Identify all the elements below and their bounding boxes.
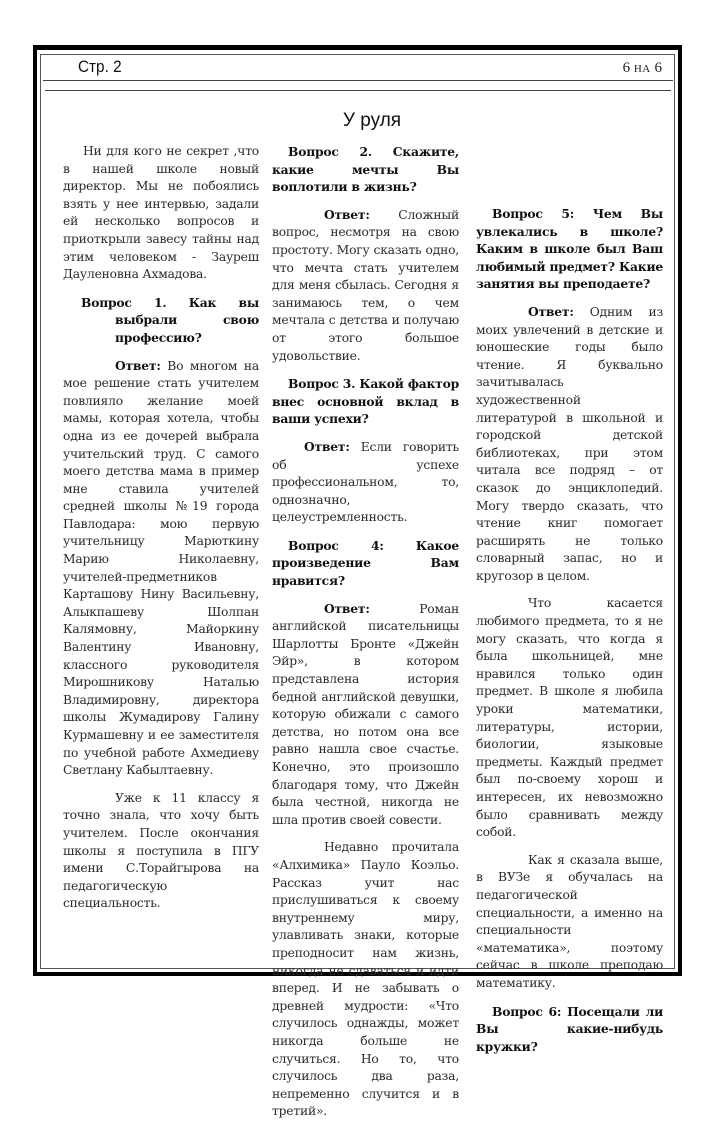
answer-3-text: Если говорить об успехе профессиональном, то, однозначно, целеустремленность.	[272, 439, 459, 525]
answer-4-continued: Недавно прочитала «Алхимика» Пауло Коэльо. Рассказ учит нас прислушиваться к своему внутреннему миру, улавливать знаки, которые преподносит нам жизнь, никогда не сдаваться и идти вперед. И не забывать о древней мудрости: «Что случилось однажды, может никогда больше не случиться. Но то, что случилось два раза, непременно случится и в третий».	[272, 840, 459, 1119]
question-5: Вопрос 5: Чем Вы увлекались в школе? Каким в школе был Ваш любимый предмет? Какие занятия вы преподаете?	[476, 206, 663, 292]
question-4: Вопрос 4: Какое произведение Вам нравится?	[272, 537, 459, 589]
answer-5	[476, 303, 663, 586]
answer-2	[272, 206, 459, 365]
answer-4-text: Роман английской писательницы Шарлотты Бронте «Джейн Эйр», в котором представлена история бедной английской девушки, которую обижали с самого детства, но потом она все равно нашла свое счастье. Конечно, это произошло благодаря тому, что Джейн была честной, никогда не шла против своей совести.	[272, 601, 459, 827]
issue-label	[623, 60, 662, 77]
answer-label: Ответ:	[304, 438, 350, 454]
issue-number: 6	[622, 60, 631, 76]
column-1	[63, 143, 259, 923]
answer-label: Ответ:	[115, 357, 161, 373]
question-6: Вопрос 6: Посещали ли Вы какие-нибудь кружки?	[476, 1003, 663, 1054]
answer-label: Ответ:	[324, 206, 370, 222]
answer-label: Ответ:	[324, 600, 370, 616]
question-3: Вопрос 3. Какой фактор внес основной вклад в ваши успехи?	[272, 376, 459, 427]
issue-separator: НА	[633, 63, 651, 75]
column-2	[272, 143, 459, 1121]
answer-3	[272, 438, 459, 527]
column-3	[476, 143, 663, 1065]
header-rule-bottom	[45, 90, 671, 91]
issue-total: 6	[654, 60, 662, 76]
answer-4	[272, 600, 459, 830]
answer-5-final: Как я сказала выше, в ВУЗе я обучалась на педагогической специальности, а именно на специальности «математика», поэтому сейчас в школе преподаю математику.	[476, 852, 663, 990]
answer-2-text: Сложный вопрос, несмотря на свою простоту. Могу сказать одно, что мечта стать учителем для меня сбылась. Сегодня я занимаюсь тем, о чем мечтала с детства и получаю от этого большое удовольствие.	[272, 207, 459, 363]
answer-1	[63, 357, 259, 780]
header-rule-top	[43, 80, 673, 81]
answer-label: Ответ:	[528, 303, 574, 319]
answer-5-text: Одним из моих увлечений в детские и юношеские годы было чтение. Я буквально зачитывалась художественной литературой в школьной и городской детской библиотеках, при этом читала все подряд – от сказок до энциклопедий. Могу твердо сказать, что чтение книг помогает расширять не только словарный запас, но и кругозор в целом.	[476, 304, 663, 583]
question-1: Вопрос 1. Как вы выбрали свою профессию?	[81, 294, 259, 345]
answer-1-text: Во многом на мое решение стать учителем повлияло желание моей мамы, которая хотела, чтобы одна из ее дочерей выбрала учительский труд. С самого моего детства мама в пример мне ставила учителей средней школы №19 города Павлодара: мою первую учительницу Марюткину Марию Николаевну, учителей-предметников Карташову Нину Васильевну, Алыкпашеву Шолпан Калямовну, Майоркину Валентину Ивановну, классного руководителя Мирошникову Наталью Владимировну, директора школы Жумадирову Галину Курмашевну и ее заместителя по учебной работе Ахмедиеву Светлану Кабылтаевну.	[63, 358, 259, 778]
answer-1-continued: Уже к 11 классу я точно знала, что хочу быть учителем. После окончания школы я поступила в ПГУ имени С.Торайгырова на педагогическую специальность.	[63, 790, 259, 911]
intro-paragraph: Ни для кого не секрет ,что в нашей школе новый директор. Мы не побоялись взять у нее интервью, задали ей несколько вопросов и приоткрыли завесу тайны над этим человеком - Зауреш Дауленовна Ахмадова.	[63, 144, 259, 282]
answer-5-continued: Что касается любимого предмета, то я не могу сказать, что когда я была школьницей, мне нравился только один предмет. В школе я любила уроки математики, литературы, истории, биологии, языковые предметы. Каждый предмет был по-своему хорош и интересен, их невозможно было сравнивать между собой.	[476, 596, 663, 840]
page-number-label: Стр. 2	[78, 57, 122, 76]
question-2: Вопрос 2. Скажите, какие мечты Вы воплотили в жизнь?	[272, 144, 459, 195]
article-title: У руля	[342, 110, 402, 131]
